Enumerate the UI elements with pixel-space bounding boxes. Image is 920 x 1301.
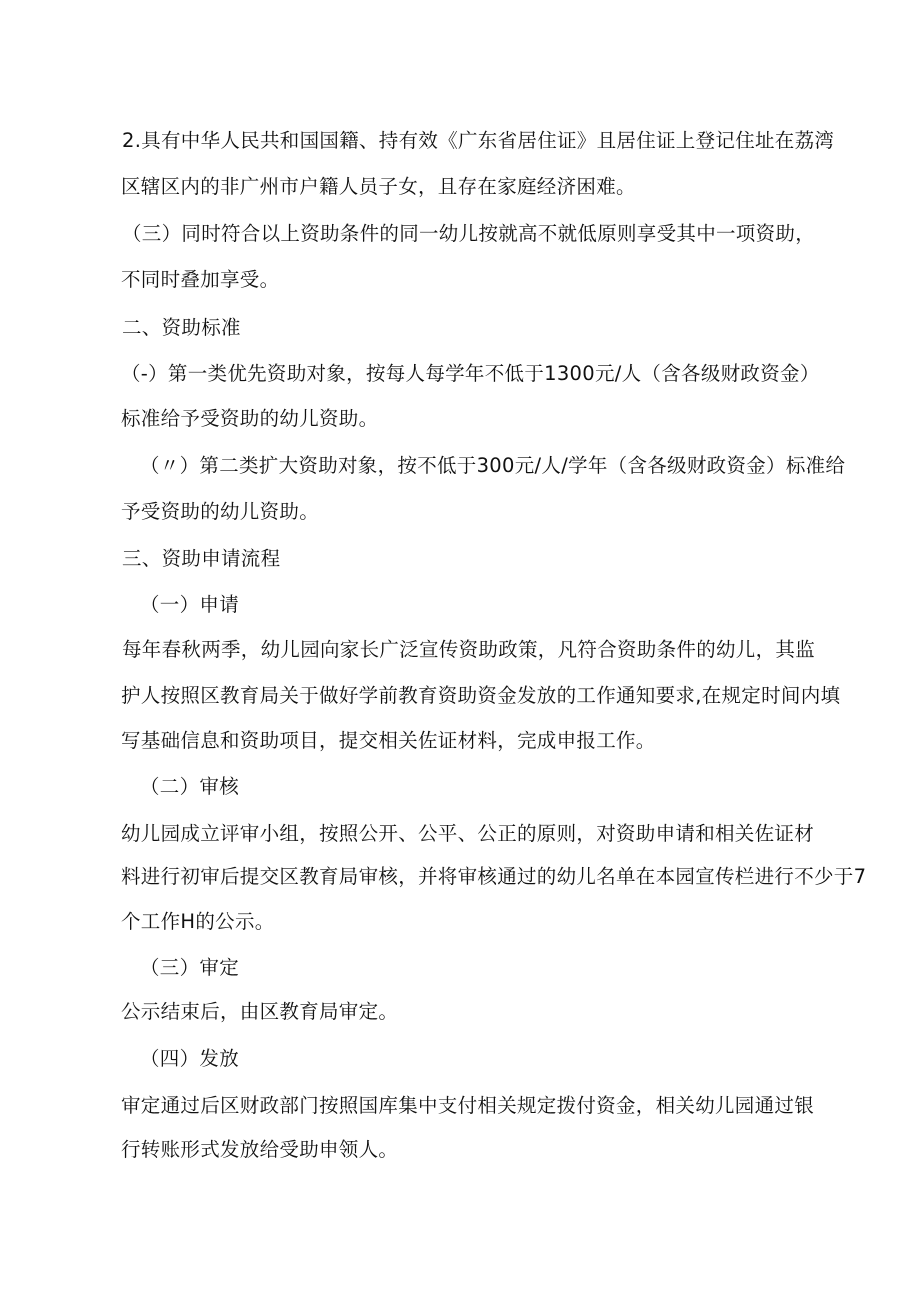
- paragraph-line: 每年春秋两季，幼儿园向家长广泛宣传资助政策，凡符合资助条件的幼儿，其监: [122, 638, 816, 661]
- subsection-heading: （四）发放: [140, 1047, 240, 1070]
- subsection-heading: （一）申请: [140, 593, 240, 616]
- paragraph-line: 区辖区内的非广州市户籍人员子女，且存在家庭经济困难。: [121, 175, 636, 198]
- subsection-heading: （三）审定: [140, 956, 240, 979]
- paragraph-line: 予受资助的幼儿资助。: [121, 500, 320, 523]
- paragraph-line: 标准给予受资助的幼儿资助。: [121, 407, 379, 430]
- paragraph-line: 审定通过后区财政部门按照国库集中支付相关规定拨付资金，相关幼儿园通过银: [121, 1094, 815, 1117]
- paragraph-line: （-）第一类优先资助对象，按每人每学年不低于1300元/人（含各级财政资金）: [121, 362, 820, 385]
- paragraph-line: 料进行初审后提交区教育局审核，并将审核通过的幼儿名单在本园宣传栏进行不少于7: [121, 865, 867, 888]
- paragraph-line: 公示结束后，由区教育局审定。: [121, 1000, 399, 1023]
- paragraph-line: 不同时叠加享受。: [121, 268, 280, 291]
- paragraph-line: 2.具有中华人民共和国国籍、持有效《广东省居住证》且居住证上登记住址在荔湾: [122, 129, 835, 152]
- subsection-heading: （二）审核: [140, 775, 240, 798]
- paragraph-line: 写基础信息和资助项目，提交相关佐证材料，完成申报工作。: [121, 729, 656, 752]
- paragraph-line: 个工作H的公示。: [121, 910, 275, 933]
- paragraph-line: （〃）第二类扩大资助对象，按不低于300元/人/学年（含各级财政资金）标准给: [140, 454, 846, 477]
- section-heading: 二、资助标准: [122, 316, 241, 339]
- paragraph-line: 行转账形式发放给受助申领人。: [121, 1138, 399, 1161]
- paragraph-line: （三）同时符合以上资助条件的同一幼儿按就高不就低原则享受其中一项资助，: [122, 222, 816, 245]
- section-heading: 三、资助申请流程: [122, 547, 281, 570]
- paragraph-line: 幼儿园成立评审小组，按照公开、公平、公正的原则，对资助申请和相关佐证材: [121, 822, 815, 845]
- paragraph-line: 护人按照区教育局关于做好学前教育资助资金发放的工作通知要求,在规定时间内填: [121, 684, 841, 707]
